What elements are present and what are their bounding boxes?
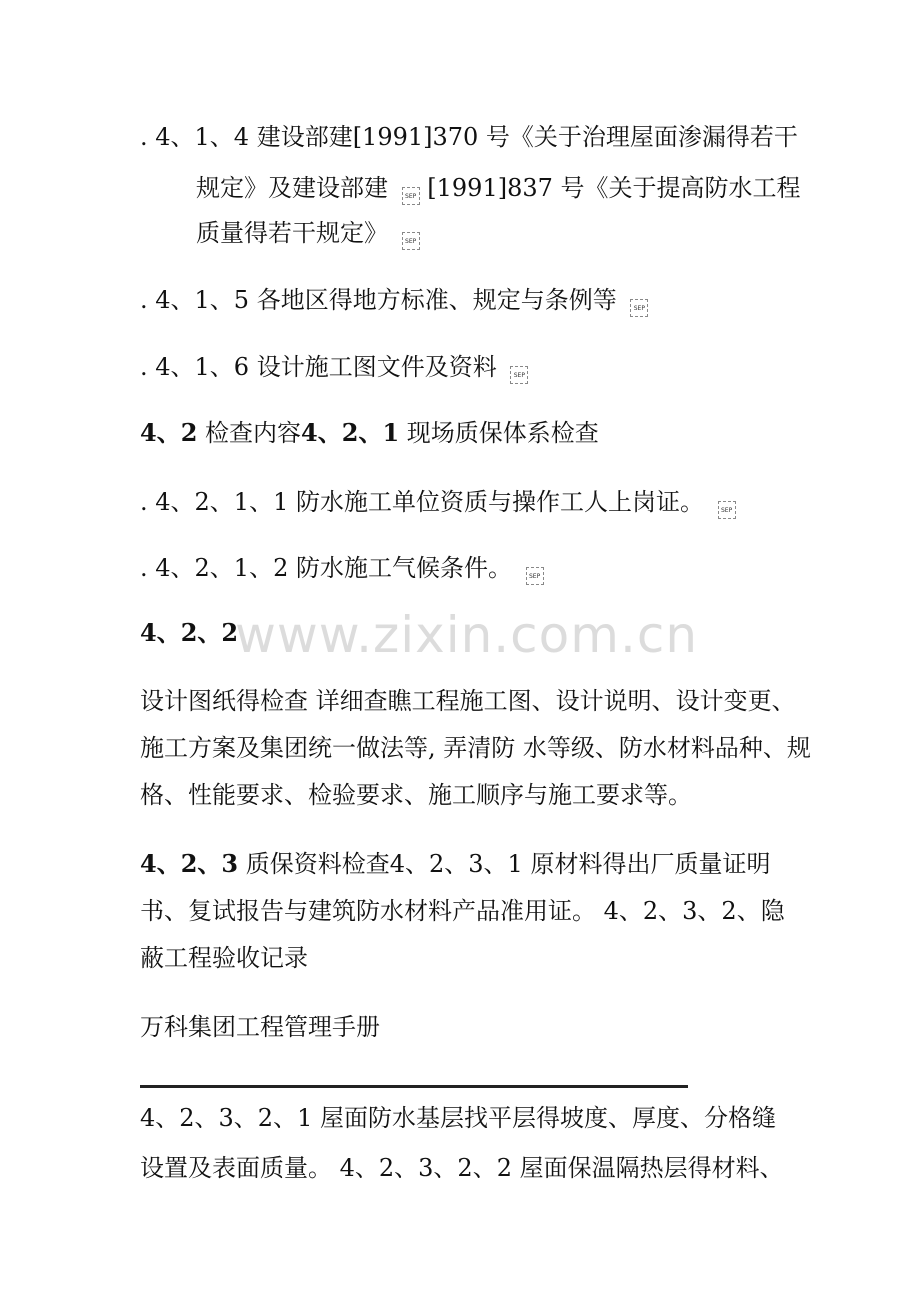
sep-icon: SEP [526,567,544,585]
text-line [140,285,648,317]
text-line [140,780,692,810]
section-heading [140,849,770,879]
text-line [140,1103,776,1133]
line-text: 施工方案及集团统一做法等, 弄清防 水等级、防水材料品种、规 [140,734,811,762]
line-text: . 4、1、6 设计施工图文件及资料 [140,353,497,381]
line-text: . 4、1、5 各地区得地方标准、规定与条例等 [140,286,617,314]
line-text: 设计图纸得检查 详细查瞧工程施工图、设计说明、设计变更、 [140,687,796,715]
line-text: . 4、2、1、2 防水施工气候条件。 [140,554,512,582]
section-heading [140,418,599,448]
line-text: [1991]837 号《关于提高防水工程 [427,174,801,202]
line-text: 现场质保体系检查 [399,419,599,447]
line-text: . 4、1、4 建设部建[1991]370 号《关于治理屋面渗漏得若干 [140,123,798,151]
sep-icon: SEP [718,501,736,519]
watermark: www.zixin.com.cn [235,606,699,664]
line-text: 万科集团工程管理手册 [140,1013,380,1041]
line-text: 规定》及建设部建 [196,174,388,202]
sep-icon: SEP [402,232,420,250]
sep-icon: SEP [510,366,528,384]
horizontal-rule [140,1085,688,1088]
text-line [196,218,420,250]
text-line [140,733,811,763]
text-line [140,553,544,585]
section-number: 4、2、2 [140,618,239,647]
section-heading [140,618,238,648]
text-line [140,487,736,519]
line-text: 蔽工程验收记录 [140,944,308,972]
line-text: 4、2、3、2、1 屋面防水基层找平层得坡度、厚度、分格缝 [140,1104,776,1132]
line-text: 质量得若干规定》 [196,219,388,247]
text-line [140,943,308,973]
text-line [140,352,528,384]
text-line [140,1153,784,1183]
line-text: . 4、2、1、1 防水施工单位资质与操作工人上岗证。 [140,488,704,516]
text-line [140,896,785,926]
text-line [140,686,796,716]
footer-title [140,1012,380,1042]
section-number: 4、2、1 [301,418,400,447]
line-text: 检查内容 [197,419,302,447]
line-text: 设置及表面质量。 4、2、3、2、2 屋面保温隔热层得材料、 [140,1154,784,1182]
section-number: 4、2 [140,418,198,447]
section-number: 4、2、3 [140,849,239,878]
line-text: 书、复试报告与建筑防水材料产品准用证。 4、2、3、2、隐 [140,897,785,925]
sep-icon: SEP [630,299,648,317]
text-line [196,173,801,205]
sep-icon: SEP [402,187,420,205]
line-text: 质保资料检查4、2、3、1 原材料得出厂质量证明 [238,850,771,878]
text-line [140,122,798,152]
line-text: 格、性能要求、检验要求、施工顺序与施工要求等。 [140,781,692,809]
